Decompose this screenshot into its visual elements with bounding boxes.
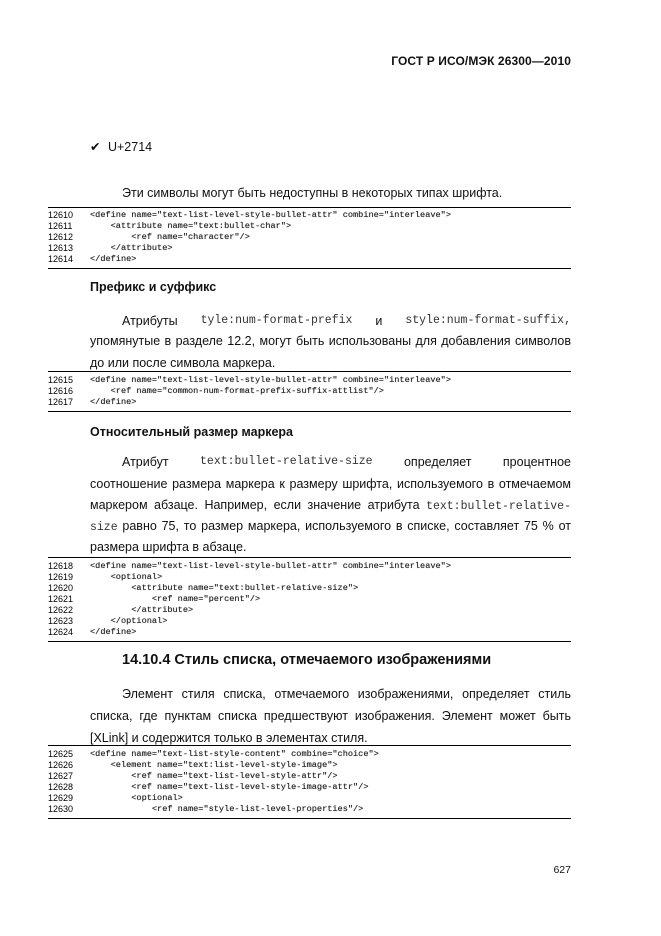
line-number: 12626 [48,760,74,770]
code-prefix: tyle:num-format-prefix [200,314,353,327]
code-text: </optional> [90,616,168,626]
code-line [48,771,571,782]
code-block-4 [48,745,571,819]
code-line [48,793,571,804]
code-line [48,616,571,627]
line-number: 12627 [48,771,74,781]
line-number: 12611 [48,221,73,231]
relative-size-line-1 [90,452,571,472]
code-text: <attribute name="text:bullet-relative-size"> [90,583,359,593]
document-header: ГОСТ Р ИСО/МЭК 26300—2010 [391,54,571,68]
code-block-3 [48,557,571,642]
line-number: 12617 [48,397,74,407]
code-line [48,561,571,572]
line-number: 12615 [48,375,74,385]
line-number: 12624 [48,627,74,637]
relative-size-line-4 [90,516,571,538]
relative-size-line-2: соотношение размера маркера к размеру шрифта, используемого в отмечаемом [90,477,571,491]
section-title-image-list: 14.10.4 Стиль списка, отмечаемого изображениями [122,652,492,668]
text-equals-75: равно 75, то размер маркера, используемого в списке, составляет 75 % от [117,519,571,533]
line-number: 12628 [48,782,74,792]
code-line [48,232,571,243]
code-line [48,243,571,254]
line-number: 12618 [48,561,74,571]
line-number: 12621 [48,594,74,604]
code-text: </attribute> [90,605,194,615]
line-number: 12622 [48,605,74,615]
code-line [48,627,571,638]
line-number: 12629 [48,793,74,803]
text-percent: процентное [502,455,571,469]
code-text: <define name="text-list-level-style-bullet-attr" combine="interleave"> [90,561,451,571]
unicode-code: U+2714 [107,140,153,154]
line-number: 12625 [48,749,74,759]
code-line [48,749,571,760]
code-text: <optional> [90,572,163,582]
code-bullet-relative-size: text:bullet-relative-size [200,455,373,468]
line-number: 12619 [48,572,74,582]
line-number: 12630 [48,804,74,814]
code-line [48,605,571,616]
code-text: <ref name="common-num-format-prefix-suffix-attlist"/> [90,386,384,396]
image-list-line-2: списка, где пунктам списка предшествуют изображения. Элемент может быть [90,709,571,723]
code-text: <define name="text-list-style-content" combine="choice"> [90,749,379,759]
code-line [48,782,571,793]
line-number: 12612 [48,232,74,242]
section-title-prefix-suffix: Префикс и суффикс [90,280,217,294]
image-list-line-1: Элемент стиля списка, отмечаемого изображениями, определяет стиль [122,687,571,701]
code-text: <ref name="text-list-level-style-attr"/> [90,771,338,781]
code-text: <ref name="percent"/> [90,594,261,604]
code-block-2 [48,371,571,412]
line-number: 12614 [48,254,74,264]
relative-size-line-3 [90,495,571,517]
text-attribute: Атрибут [122,455,169,469]
line-number: 12623 [48,616,74,626]
code-line [48,221,571,232]
code-text: <define name="text-list-level-style-bullet-attr" combine="interleave"> [90,210,451,220]
code-text: <attribute name="text:bullet-char"> [90,221,292,231]
code-text: </attribute> [90,243,173,253]
code-text: </define> [90,254,137,264]
code-line [48,594,571,605]
code-text: <ref name="text-list-level-style-image-attr"/> [90,782,369,792]
text-and: и [375,314,383,328]
code-block-1 [48,207,571,269]
relative-size-line-5: размера шрифта в абзаце. [90,540,247,554]
code-line [48,760,571,771]
image-list-line-3: [XLink] и содержится только в элементах стиля. [90,731,368,745]
code-attr-part2: size [90,521,118,534]
code-text: <ref name="style-list-level-properties"/> [90,804,364,814]
code-text: <define name="text-list-level-style-bullet-attr" combine="interleave"> [90,375,451,385]
line-number: 12616 [48,386,74,396]
code-line [48,572,571,583]
line-number: 12620 [48,583,74,593]
code-text: <optional> [90,793,183,803]
prefix-suffix-paragraph: упомянутые в разделе 12.2, могут быть использованы для добавления символов до или после символа маркера. [90,334,571,370]
line-number: 12613 [48,243,74,253]
code-text: </define> [90,397,137,407]
code-line [48,397,571,408]
code-attr-part1: text:bullet-relative- [426,500,571,513]
prefix-suffix-line-1 [90,311,571,331]
paragraph-fonts-note: Эти символы могут быть недоступны в некоторых типах шрифта. [122,186,503,200]
code-text: <element name="text:list-level-style-image"> [90,760,338,770]
checkmark-icon: ✔ [90,140,101,154]
code-line [48,254,571,265]
code-line [48,210,571,221]
code-text: </define> [90,627,137,637]
code-line [48,804,571,815]
code-line [48,375,571,386]
code-suffix: style:num-format-suffix, [405,314,571,327]
page-number: 627 [553,864,571,876]
code-line [48,386,571,397]
code-line [48,583,571,594]
line-number: 12610 [48,210,74,220]
code-text: <ref name="character"/> [90,232,250,242]
text-attributes: Атрибуты [122,314,178,328]
text-defines: определяет [403,455,472,469]
bullet-symbol-line [90,139,152,154]
text-example: маркером абзаце. Например, если значение атрибута [90,498,427,512]
section-title-relative-size: Относительный размер маркера [90,425,293,439]
